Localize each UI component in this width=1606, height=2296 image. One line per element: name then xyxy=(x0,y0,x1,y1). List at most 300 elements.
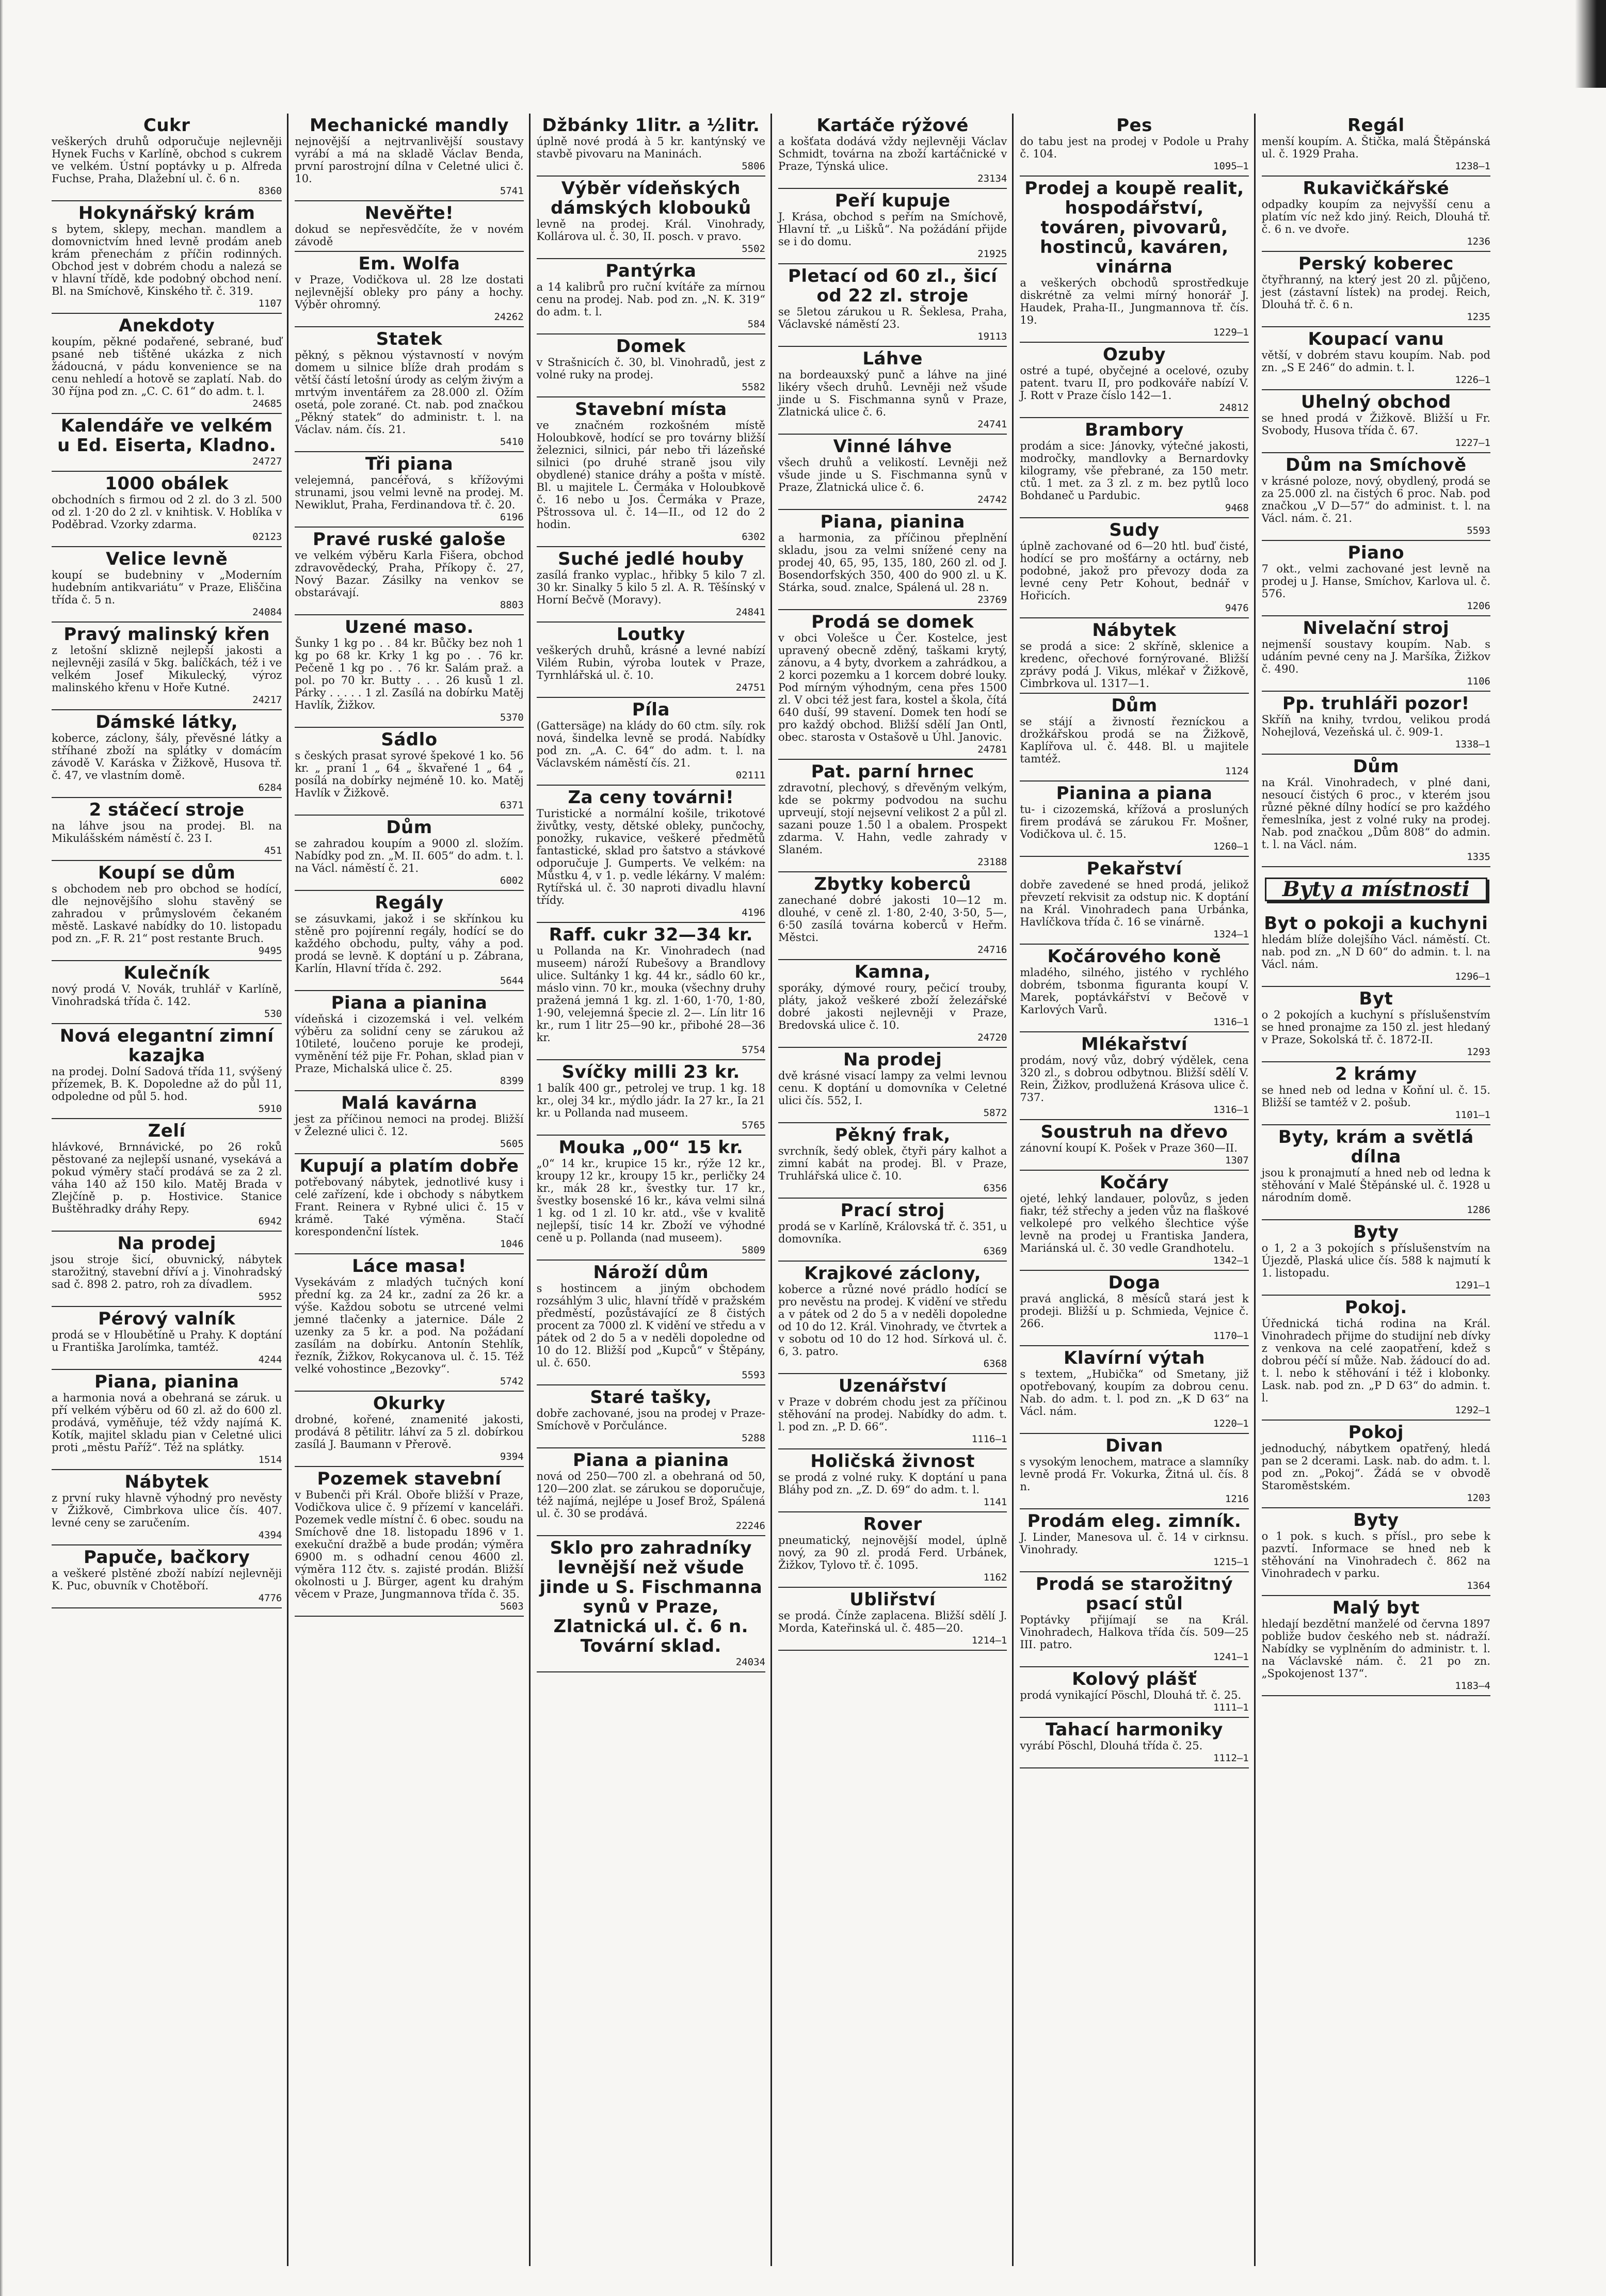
ad-heading: Láhve xyxy=(862,348,923,369)
ad-number: 5288 xyxy=(742,1432,765,1444)
ad-heading: Pes xyxy=(1116,115,1152,136)
classified-ad xyxy=(537,1448,765,1536)
ad-number: 4196 xyxy=(742,907,765,918)
ad-heading: Kulečník xyxy=(123,963,210,983)
ad-number: 5742 xyxy=(500,1376,524,1387)
classified-ad xyxy=(1020,1032,1248,1120)
ad-text: veškerých druhů, krásné a levné nabízí Vilém Rubin, výroba loutek v Praze, Tyrnhlářská ul. č. 10. xyxy=(536,644,765,681)
classified-ad xyxy=(52,414,282,472)
ad-heading: Sklo pro zahradníky levnější než všude jinde u S. Fischmanna synů v Praze, Zlatnická ul. č. 6 n. Tovární sklad. xyxy=(539,1538,763,1656)
ad-number: 23188 xyxy=(977,856,1007,868)
ad-text: nejmenší soustavy koupím. Nab. s udáním pevné ceny na J. Maršíka, Žižkov č. 490. xyxy=(1261,638,1490,675)
classified-ad xyxy=(537,114,765,177)
ad-number: 02111 xyxy=(735,770,765,781)
ad-number: 5741 xyxy=(500,185,524,197)
ad-number: 1124 xyxy=(1225,766,1249,777)
classified-ad xyxy=(1262,177,1490,252)
ad-heading: Malá kavárna xyxy=(341,1093,477,1113)
column-1 xyxy=(45,114,287,2266)
ad-text: vídeňská i cizozemská i vel. velkém výběru za solidní ceny se zárukou až 10tileté, loučeno poruje ke prodeji, vyměnění též pije Fr. Pohan, sklad pian v Praze, Michalská ulice č. 25. xyxy=(295,1013,524,1075)
classified-ad xyxy=(537,547,765,623)
ad-text: a košťata dodává vždy nejlevněji Václav Schmidt, továrna na zboží kartáčnické v Praze, Týnská ulice. xyxy=(778,135,1007,172)
classified-ad xyxy=(1262,1596,1490,1696)
ad-number: 24716 xyxy=(977,944,1007,955)
classified-ad xyxy=(52,623,282,710)
ad-text: jsou k pronajmutí a hned neb od ledna k stěhování v Malé Štěpánské ul. č. 1928 u národním domě. xyxy=(1261,1167,1490,1204)
ad-text: zdravotní, plechový, s dřevěným velkým, kde se pokrmy podvodou na suchu uprveují, stojí nejsevní velikost 2 a půl zl. sazani pouze 1.50 l a obalem. Prospekt zdarma. V. Hahn, vedle zahrady v Slaném. xyxy=(778,782,1007,856)
classified-ad xyxy=(1020,114,1248,177)
ad-text: na bordeauxský punč a láhve na jiné likéry všech druhů. Levněji než všude jinde u S. Fischmanna synů v Praze, Zlatnická ulice č. 6. xyxy=(778,369,1007,418)
ad-heading: Byty xyxy=(1353,1510,1399,1530)
ad-text: sporáky, dýmové roury, pečicí trouby, pláty, jakož veškeré zboží železářské dobré jakosti nejlevněji v Praze, Bredovská ulice č. 10. xyxy=(778,982,1007,1031)
ad-text: o 1 pok. s kuch. s přísl., pro sebe k pazvtí. Informace se hned neb k stěhování na Vinohradech č. 862 na Vinohradech v parku. xyxy=(1261,1530,1490,1580)
ad-number: 9394 xyxy=(500,1451,524,1462)
ad-number: 1214—1 xyxy=(971,1635,1007,1646)
ad-heading: Anekdoty xyxy=(119,315,215,336)
ad-heading: Pravý malinský křen xyxy=(63,624,270,645)
ad-text: odpadky koupím za nejvyšší cenu a platím víc než kdo jiný. Reich, Dlouhá tř. č. 6 n. ve dvoře. xyxy=(1261,198,1490,235)
column-6 xyxy=(1254,114,1496,2266)
ad-text: úplně nové prodá à 5 kr. kantýnský ve stavbě pivovaru na Maninách. xyxy=(536,135,765,160)
classified-ad xyxy=(1262,1125,1490,1220)
classified-ad xyxy=(778,347,1007,435)
ad-number: 1514 xyxy=(258,1454,282,1465)
ad-number: 1236 xyxy=(1467,236,1490,247)
ad-text: menší koupím. A. Štička, malá Štěpánská ul. č. 1929 Praha. xyxy=(1261,135,1490,160)
ad-number: 451 xyxy=(264,845,282,856)
classified-ad xyxy=(537,786,765,923)
ad-text: ojeté, lehký landauer, polovůz, s jeden fiakr, též střechy a jeden vůz na flaškové velkolepé pro velkého šlechtice výše levně na prodej u Frantiska Jandera, Mariánská ul. č. 30 vedle Grandhotelu. xyxy=(1020,1192,1249,1254)
ad-number: 6942 xyxy=(258,1216,282,1227)
ad-heading: Prací stroj xyxy=(840,1200,945,1221)
classified-ad xyxy=(1262,987,1490,1062)
ad-heading: Ozuby xyxy=(1103,344,1166,365)
classified-ad xyxy=(52,1307,282,1370)
ad-text: dokud se nepřesvědčíte, že v novém závodě xyxy=(295,223,524,248)
ad-heading: Píla xyxy=(632,699,670,720)
classified-ad xyxy=(295,1154,523,1254)
ad-text: pravá anglická, 8 měsíců stará jest k prodeji. Bližší u p. Schmieda, Vejnice č. 266. xyxy=(1020,1293,1249,1330)
classified-ad xyxy=(778,960,1007,1048)
classified-ad xyxy=(295,816,523,891)
classified-ad xyxy=(52,1470,282,1545)
ad-number: 1238—1 xyxy=(1455,161,1490,172)
ad-text: o 1, 2 a 3 pokojích s příslušenstvím na Újezdě, Plaská ulice čís. 588 k najmutí k 1. listopadu. xyxy=(1261,1242,1490,1279)
classified-ad xyxy=(1020,618,1248,694)
classified-ad xyxy=(1262,692,1490,755)
ad-text: nový prodá V. Novák, truhlář v Karlíně, Vinohradská třída č. 142. xyxy=(52,983,282,1008)
ad-text: jednoduchý, nábytkem opatřený, hledá pan se 2 dcerami. Lask. nab. do adm. t. l. pod zn. „Pokoj“. Žádá se v obvodě Staroměstském. xyxy=(1261,1442,1490,1492)
ad-text: koberce a různé nové prádlo hodící se pro nevěstu na prodej. K vidění ve středu a v pátek od 2 do 5 a v neděli dopoledne od 10 do 12. Král. Vinohrady, ve čtvrtek a v sobotu od 10 do 12 hod. Sírková ul. č. 6, 3. patro. xyxy=(778,1283,1007,1358)
ad-number: 5410 xyxy=(500,436,524,448)
classified-ad xyxy=(1262,1062,1490,1125)
ad-text: a veškerých obchodů sprostředkuje diskrétně za velmi mírný honorář J. Haudek, Praha-II., Jungmannova tř. čís. 19. xyxy=(1020,277,1249,326)
ad-text: Skříň na knihy, tvrdou, velikou prodá Nohejlová, Vezeňská ul. č. 909-1. xyxy=(1261,713,1490,738)
ad-heading: Výběr vídeňských dámských klobouků xyxy=(550,178,751,218)
ad-number: 6196 xyxy=(500,512,524,523)
ad-text: levně na prodej. Král. Vinohrady, Kollárova ul. č. 30, II. posch. v pravo. xyxy=(536,218,765,243)
ad-number: 5809 xyxy=(742,1245,765,1256)
ad-text: ve velkém výběru Karla Fišera, obchod zdravovědecký, Praha, Příkopy č. 27, Nový Bazar. Zásilky na venkov se obstarávají. xyxy=(295,549,524,599)
classified-ad xyxy=(1262,252,1490,327)
classified-ad xyxy=(537,1136,765,1261)
ad-heading: Holičská živnost xyxy=(810,1451,975,1472)
ad-number: 24727 xyxy=(252,456,282,467)
ad-text: u Pollanda na Kr. Vinohradech (nad museem) nároží Rubešovy a Brandlovy ulice. Sultánky 1 kg. 44 kr., sádlo 60 kr., máslo vinn. 70 kr., mouka (všechny druhy pražená jemná 1 kg. zl. 1·60, 1·70, 1·80, 1·90, velejemná špecie zl. 2—. Lín litr 16 kr., rum 1 litr 25—90 kr., přibohé 28—36 kr. xyxy=(536,945,765,1044)
classified-ad xyxy=(52,798,282,861)
classified-ad xyxy=(1020,1120,1248,1171)
ad-text: mladého, silného, jistého v rychlého dobrém, tsbonma figuranta koupí V. Marek, poptávkářství v Bečově v Karlových Varů. xyxy=(1020,966,1249,1016)
classified-ad xyxy=(1262,327,1490,390)
ad-heading: Kamna, xyxy=(854,962,931,982)
ad-heading: Hokynářský krám xyxy=(78,203,255,224)
ad-number: 6371 xyxy=(500,800,524,811)
ad-heading: Pp. truhláři pozor! xyxy=(1282,693,1470,714)
classified-ad xyxy=(1262,1220,1490,1296)
ad-heading: Papuče, bačkory xyxy=(83,1547,250,1568)
classified-ad xyxy=(1262,616,1490,692)
ad-heading: Cukr xyxy=(143,115,190,136)
ad-text: pneumatický, nejnovější model, úplně nový, za 90 zl. prodá Ferd. Urbánek, Žižkov, Tylovo tř. č. 1095. xyxy=(778,1534,1007,1571)
ad-text: větší, v dobrém stavu koupím. Nab. pod zn. „S E 246“ do admin. t. l. xyxy=(1261,349,1490,374)
ad-number: 1101—1 xyxy=(1455,1109,1490,1121)
ad-number: 1112—1 xyxy=(1213,1752,1249,1764)
classified-ad xyxy=(52,710,282,798)
ad-heading: Pěkný frak, xyxy=(834,1125,951,1145)
ad-text: Šunky 1 kg po . . 84 kr. Bůčky bez noh 1 kg po 68 kr. Krky 1 kg po . . 76 kr. Pečeně 1 kg po . . 76 kr. Salám praž. a pol. po 70 kr. Butty . . . 26 kusů 1 zl. Párky . . . . . 1 zl. Zasílá na dobírku Matěj Havlík, Žižkov. xyxy=(295,637,524,711)
classified-ad xyxy=(537,397,765,547)
classified-ad xyxy=(1020,177,1248,343)
ad-heading: Statek xyxy=(376,329,443,349)
ad-text: dobře zachované, jsou na prodej v Praze-Smíchově v Porčulánce. xyxy=(536,1407,765,1432)
classified-ad xyxy=(1020,1171,1248,1271)
ad-heading: Vinné láhve xyxy=(833,436,952,457)
ad-number: 24841 xyxy=(735,607,765,618)
ad-text: a 14 kalibrů pro ruční kvítáře za mírnou cenu na prodej. Nab. pod zn. „N. K. 319“ do adm. t. l. xyxy=(536,281,765,318)
ad-number: 24751 xyxy=(735,682,765,693)
ad-heading: Pravé ruské galoše xyxy=(312,529,506,550)
ad-number: 1364 xyxy=(1467,1580,1490,1591)
ad-number: 1335 xyxy=(1467,851,1490,863)
ad-number: 1342—1 xyxy=(1213,1255,1249,1266)
ad-number: 5593 xyxy=(742,1369,765,1381)
classified-ad xyxy=(778,1123,1007,1199)
ad-heading: Pekařství xyxy=(1086,858,1182,879)
classified-ad xyxy=(778,1512,1007,1588)
ad-heading: Piana, pianina xyxy=(94,1372,239,1392)
ad-heading: Dům xyxy=(386,817,432,838)
ad-text: se stájí a živností řezníckou a drožkářskou prodá se na Žižkově, Kaplířova ul. č. 448. Bl. u majitele tamtéž. xyxy=(1020,715,1249,765)
classified-ad xyxy=(537,1536,765,1672)
classified-ad xyxy=(1262,453,1490,541)
ad-number: 1106 xyxy=(1467,676,1490,687)
ad-number: 1307 xyxy=(1225,1155,1249,1166)
ad-number: 5370 xyxy=(500,712,524,723)
ad-heading: Brambory xyxy=(1085,420,1184,440)
ad-heading: Uzenářství xyxy=(838,1376,947,1396)
ad-text: se hned neb od ledna v Koňní ul. č. 15. Bližší se tamtéž v 2. pošub. xyxy=(1261,1084,1490,1109)
ad-number: 4394 xyxy=(258,1529,282,1541)
ad-number: 23134 xyxy=(977,173,1007,184)
ad-number: 5910 xyxy=(258,1103,282,1114)
ad-heading: Byt xyxy=(1359,988,1393,1009)
ad-heading: Na prodej xyxy=(117,1233,216,1254)
ad-text: jsou stroje šicí, obuvnický, nábytek starožitný, stavební dříví a j. Vinohradský sad č. 898 2. patro, roh za dívadlem. xyxy=(52,1253,282,1290)
ad-number: 6369 xyxy=(983,1246,1007,1257)
ad-text: obchodních s firmou od 2 zl. do 3 zl. 500 od zl. 1·20 do 2 zl. v knihtisk. V. Hoblíka v Poděbrad. Vzorky zdarma. xyxy=(52,493,282,531)
ad-heading: Láce masa! xyxy=(352,1256,467,1277)
ad-text: ostré a tupé, obyčejné a ocelové, ozuby patent. tvaru II, pro podkováře nabízí V. J. Rott v Praze číslo 142—1. xyxy=(1020,364,1249,402)
classified-ad xyxy=(537,698,765,786)
classified-ad xyxy=(778,189,1007,264)
ad-heading: Uhelný obchod xyxy=(1300,392,1451,412)
ad-heading: Nivelační stroj xyxy=(1303,618,1450,639)
ad-number: 584 xyxy=(747,318,765,330)
ad-heading: Perský koberec xyxy=(1298,253,1454,274)
ad-heading: Pat. parní hrnec xyxy=(811,761,974,782)
classified-ad xyxy=(52,201,282,314)
classified-ad xyxy=(52,1232,282,1307)
ad-text: dvě krásné visací lampy za velmi levnou cenu. K doptání u domovníka v Celetné ulici čís. 552, I. xyxy=(778,1070,1007,1107)
ad-heading: Klavírní výtah xyxy=(1064,1348,1205,1368)
column-4 xyxy=(770,114,1012,2266)
ad-heading: Malý byt xyxy=(1332,1598,1420,1618)
ad-number: 530 xyxy=(264,1008,282,1019)
ad-heading: Regály xyxy=(375,892,444,913)
ad-text: se prodá z volné ruky. K doptání u pana Bláhy pod zn. „Z. D. 69“ do adm. t. l. xyxy=(778,1471,1007,1496)
classified-ad xyxy=(1020,518,1248,618)
classified-ad xyxy=(52,1024,282,1119)
ad-number: 24685 xyxy=(252,398,282,409)
classified-ad xyxy=(1262,912,1490,987)
ad-text: prodá se v Karlíně, Královská tř. č. 351, u domovníka. xyxy=(778,1220,1007,1245)
classified-ad xyxy=(778,1199,1007,1262)
classified-ad xyxy=(537,623,765,698)
ad-number: 5593 xyxy=(1467,525,1490,536)
classified-ad xyxy=(52,1545,282,1608)
ad-text: se hned prodá v Žižkově. Bližší u Fr. Svobody, Husova třída č. 67. xyxy=(1261,412,1490,437)
classified-ad xyxy=(52,314,282,414)
ad-text: jest za příčinou nemoci na prodej. Bližší v Železné ulici č. 12. xyxy=(295,1113,524,1138)
ad-number: 1316—1 xyxy=(1213,1016,1249,1028)
ad-number: 5644 xyxy=(500,975,524,986)
ad-text: se prodá. Čínže zaplacena. Bližší sdělí J. Morda, Kateřinská ul. č. 485—20. xyxy=(778,1609,1007,1634)
classified-ad xyxy=(295,452,523,528)
classified-ad xyxy=(1262,755,1490,867)
ad-text: se prodá a sice: 2 skříně, sklenice a kredenc, ořechové fornýrované. Bližší zprávy podá J. Vikus, mlékař v Žižkově, Cimbrkova ul. 1317—1. xyxy=(1020,640,1249,690)
classified-ad xyxy=(537,259,765,334)
ad-text: nejnovější a nejtrvanlivější soustavy vyrábí a má na skladě Václav Benda, první parostrojní dílna v Celetné ulici č. 10. xyxy=(295,135,524,185)
ad-text: se zásuvkami, jakož i se skřínkou ku stěně pro pojírenní regály, hodící se do každého obchodu, pulty, váhy a pod. prodá se levně. K doptání u p. Zábrana, Karlín, Hlavní třída č. 292. xyxy=(295,913,524,975)
ad-heading: Nevěřte! xyxy=(364,203,454,224)
ad-heading: Piana a pianina xyxy=(572,1450,729,1471)
ad-text: nová od 250—700 zl. a obehraná od 50, 120—200 zlat. se zárukou se doporučuje, též najímá, nejlépe u Josef Brož, Spálená ul. č. 30 se prodává. xyxy=(536,1470,765,1520)
ad-heading: Kočáry xyxy=(1099,1172,1169,1193)
ad-number: 1216 xyxy=(1225,1493,1249,1505)
ad-text: veškerých druhů odporučuje nejlevněji Hynek Fuchs v Karlíně, obchod s cukrem ve velkém. Ústní poptávky u p. Alfreda Fuchse, Praha, Dlažební ul. č. 6 n. xyxy=(52,135,282,185)
ad-heading: Doga xyxy=(1108,1272,1161,1293)
ad-heading: Nábytek xyxy=(1092,620,1177,641)
ad-number: 1046 xyxy=(500,1238,524,1250)
ad-heading: Piano xyxy=(1347,543,1405,563)
classified-ad xyxy=(1020,1718,1248,1768)
ad-heading: Suché jedlé houby xyxy=(558,549,744,569)
ad-number: 21925 xyxy=(977,248,1007,260)
ad-text: 1 balík 400 gr., petrolej ve trup. 1 kg. 18 kr., olej 34 kr., mýdlo jádr. Ia 27 kr., Ia 21 kr. u Pollanda nad museem. xyxy=(536,1082,765,1119)
ad-heading: Kupují a platím dobře xyxy=(299,1156,519,1176)
ad-heading: Loutky xyxy=(616,624,685,645)
ad-number: 1162 xyxy=(983,1572,1007,1583)
classified-ad xyxy=(1020,1271,1248,1346)
ad-heading: Mechanické mandly xyxy=(309,115,509,136)
ad-text: prodám, nový vůz, dobrý výdělek, cena 320 zl., s dobrou odbytnou. Bližší sdělí V. Rein, Žižkov, prodlužená Krásova ulice č. 737. xyxy=(1020,1054,1249,1104)
ad-number: 1286 xyxy=(1467,1204,1490,1216)
ad-number: 1316—1 xyxy=(1213,1104,1249,1115)
classified-ad xyxy=(778,1048,1007,1123)
classified-ad xyxy=(1020,1346,1248,1434)
ad-heading: Velice levně xyxy=(106,549,228,569)
column-3 xyxy=(529,114,770,2266)
ad-heading: Prodej a koupě realit, hospodářství, továren, pivovarů, hostinců, kaváren, vinárna xyxy=(1024,178,1244,277)
classified-ad xyxy=(778,760,1007,872)
ad-text: Poptávky přijímají se na Král. Vinohradech, Halkova třída čís. 509—25 III. patro. xyxy=(1020,1614,1249,1651)
ad-heading: 1000 obálek xyxy=(105,473,229,494)
ad-text: s hostincem a jiným obchodem rozsáhlým 3 ulic, hlavní třídě v pražském předměstí, pozůstávající ze 8 čistých procent za 7000 zl. K vidění ve středu a v pátek od 2 do 5 a v neděli dopoledne od 10 do 12. Bližší pod „Kupců“ v Štěpány, ul. č. 650. xyxy=(536,1282,765,1369)
classified-ad xyxy=(1262,1508,1490,1596)
ad-number: 1291—1 xyxy=(1455,1280,1490,1291)
ad-heading: Pokoj xyxy=(1348,1422,1404,1443)
ad-text: hledám blíže dolejšího Václ. náměstí. Ct. nab. pod zn. „N D 60“ do admin. t. l. na Václ. nám. xyxy=(1261,933,1490,970)
ad-heading: Nová elegantní zimní kazajka xyxy=(59,1026,274,1066)
ad-number: 24034 xyxy=(735,1656,765,1668)
classified-ad xyxy=(295,1392,523,1467)
ad-number: 6368 xyxy=(983,1358,1007,1369)
ad-heading: Pokoj. xyxy=(1344,1297,1407,1318)
ad-number: 6002 xyxy=(500,875,524,886)
ad-heading: Nároží dům xyxy=(593,1262,709,1283)
ad-heading: Za ceny továrni! xyxy=(568,787,734,808)
ad-number: 4776 xyxy=(258,1592,282,1604)
ad-text: svrchník, šedý oblek, čtyři páry kalhot a zimní kabát na prodej. Bl. v Praze, Truhlářská ulice č. 10. xyxy=(778,1145,1007,1182)
ad-text: Turistické a normální košile, trikotové živůtky, vesty, dětské obleky, punčochy, ponožky, rukavice, veškeré předmětů fantastické, sklad pro šatstvo a stávkové odporučuje J. Gumperts. Ve velkém: na Můstku 4, v 1. p. vedle lékárny. V malém: Rytířská ul. č. 30 naproti divadlu hlavní třídy. xyxy=(536,807,765,906)
classified-ad xyxy=(1020,857,1248,945)
ad-number: 1235 xyxy=(1467,311,1490,323)
ad-text: hlávkové, Brnnávické, po 26 roků pěstované za nejlepší usnané, vysekává a pokud výměry stačí prodává se za 2 zl. váha 140 až 150 kilo. Matěj Brada v Zlejčíně p. p. Hostivice. Stanice Buštěhradky dráhy Repy. xyxy=(52,1141,282,1215)
ad-number: 1170—1 xyxy=(1213,1330,1249,1342)
ad-heading: Kolový plášť xyxy=(1072,1669,1197,1689)
ad-number: 24742 xyxy=(977,494,1007,505)
ad-heading: Pianina a piana xyxy=(1056,783,1213,804)
ad-heading: 2 stáčecí stroje xyxy=(89,800,245,820)
ad-text: ve značném rozkošném místě Holoubkově, hodící se pro továrny bližší železnici, silnici, pár nebo tři lázeňské silnici (po druhé straně jsou vily obydlené) stanice dráhy a pošta v místě. Bl. u majitele L. Čermáka v Holoubkově č. 16 nebo u Jos. Čermáka v Praze, Pštrossova ul. č. 14—II., od 12 do 2 hodin. xyxy=(536,419,765,531)
ad-text: „0“ 14 kr., krupice 15 kr., rýže 12 kr., kroupy 12 kr., kroupy 15 kr., perličky 24 kr., mák 28 kr., švestky tur. 17 kr., švestky bosenské 16 kr., káva velmi silná 1 kg. od 1 zl. 10 kr. atd., vše v kvalitě nejlepší, tisíc 14 kr. Zboží ve výhodné ceně u p. Pollanda (nad museem). xyxy=(536,1157,765,1244)
ad-heading: Em. Wolfa xyxy=(358,253,460,274)
ad-text: 7 okt., velmi zachované jest levně na prodej u J. Hanse, Smíchov, Karlova ul. č. 576. xyxy=(1261,563,1490,600)
ad-text: na Král. Vinohradech, v plné dani, nesoucí čistých 6 proc., v kterém jsou různé pěkné dílny hodící se pro každého řemeslníka, jest z volné ruky na prodej. Nab. pod značkou „Dům 808“ do admin. t. l. na Václ. nám. xyxy=(1261,776,1490,851)
ad-number: 6284 xyxy=(258,782,282,793)
ad-number: 5582 xyxy=(742,381,765,393)
ad-heading: Byty, krám a světlá dílna xyxy=(1278,1127,1474,1167)
ad-text: do tabu jest na prodej v Podole u Prahy č. 104. xyxy=(1020,135,1249,160)
ad-heading: Rukavičkářské xyxy=(1303,178,1450,199)
ad-number: 5765 xyxy=(742,1120,765,1131)
classified-ad xyxy=(295,114,523,201)
ad-heading: Uzené maso. xyxy=(345,617,474,637)
classified-ad xyxy=(1020,1509,1248,1572)
ad-heading: Na prodej xyxy=(843,1049,942,1070)
ad-heading: Mouka „00“ 15 kr. xyxy=(558,1137,744,1158)
ad-number: 5754 xyxy=(742,1044,765,1056)
classified-ad xyxy=(1262,1421,1490,1508)
ad-heading: Zbytky koberců xyxy=(814,874,971,895)
ad-text: na prodej. Dolní Sadová třída 11, svýšený přízemek, B. K. Dopoledne až do půl 11, odpoledne od půl 5. hod. xyxy=(52,1065,282,1103)
ad-heading: Dům xyxy=(1111,695,1158,716)
ad-text: všech druhů a velikostí. Levněji než všude jinde u S. Fischmanna synů v Praze, Zlatnická ulice č. 6. xyxy=(778,456,1007,493)
ad-heading: Dům xyxy=(1353,756,1399,777)
ad-heading: Prodá se starožitný psací stůl xyxy=(1035,1574,1233,1614)
ad-text: Úřednická tichá rodina na Král. Vinohradech přijme do studijní neb dívky z venkova na celé zaopatření, kdež s dobrou péčí sí může. Nab. žádoucí do ad. t. l. nebo k stěhování i též i klobonky. Lask. nab. pod zn. „P D 63“ do admin. t. l. xyxy=(1261,1317,1490,1404)
ad-heading: Piana, pianina xyxy=(820,512,965,532)
classified-ad xyxy=(295,201,523,252)
ad-heading: Svíčky milli 23 kr. xyxy=(561,1062,740,1082)
ad-number: 1229—1 xyxy=(1213,327,1249,338)
ad-number: 24262 xyxy=(494,311,524,323)
ad-number: 5806 xyxy=(742,161,765,172)
ad-number: 6356 xyxy=(983,1183,1007,1194)
classified-ad xyxy=(537,923,765,1060)
ad-heading: Divan xyxy=(1105,1436,1163,1456)
ad-heading: Stavební místa xyxy=(575,399,727,420)
ad-heading: Staré tašky, xyxy=(590,1387,712,1408)
ad-number: 24741 xyxy=(977,419,1007,430)
ad-text: s obchodem neb pro obchod se hodící, dle nejnovějšího slohu stavěný se zahradou v průmyslovém čekaném městě. Laskavé nabídky do 10. listopadu pod zn. „F. R. 21“ post restante Bruch. xyxy=(52,883,282,945)
ad-heading: Krajkové záclony, xyxy=(804,1263,982,1284)
ad-number: 8360 xyxy=(258,185,282,197)
classified-ad xyxy=(778,435,1007,510)
scan-edge-shadow xyxy=(1575,0,1606,88)
ad-text: J. Linder, Manesova ul. č. 14 v cirknsu. Vinohrady. xyxy=(1020,1531,1249,1556)
classified-ad xyxy=(52,1370,282,1470)
classified-ad xyxy=(52,472,282,547)
ad-heading: Kalendáře ve velkém u Ed. Eiserta, Kladno. xyxy=(57,416,277,456)
ad-number: 19113 xyxy=(977,331,1007,342)
ad-heading: Pletací od 60 zl., šicí od 22 zl. stroje xyxy=(788,266,998,306)
classified-ad xyxy=(537,1060,765,1136)
ad-text: koberce, záclony, šály, převěsné látky a stříhané zboží na splátky v domácím závodě V. Karáska v Žižkově, Husova tř. č. 47, ve vlastním domě. xyxy=(52,732,282,782)
ad-text: koupí se budebniny v „Moderním hudebním antikvariátu“ v Praze, Eliščina třída č. 5 n. xyxy=(52,569,282,606)
ad-text: na láhve jsou na prodej. Bl. na Mikulášském náměstí č. 23 I. xyxy=(52,820,282,844)
ad-text: velejemná, pancéřová, s křížovými strunami, jsou velmi levně na prodej. M. Newiklut, Praha, Ferdinandova tř. č. 20. xyxy=(295,474,524,511)
ad-heading: Regál xyxy=(1347,115,1405,136)
ad-number: 1111—1 xyxy=(1213,1702,1249,1713)
ad-heading: Prodám eleg. zimník. xyxy=(1027,1511,1242,1532)
ad-heading: Kočárového koně xyxy=(1047,946,1222,967)
section-heading: Byty a místnosti xyxy=(1265,878,1487,901)
ad-text: s bytem, sklepy, mechan. mandlem a domovnictvím hned levně prodám aneb krám přenechám z příčin rodinných. Obchod jest v dobrém chodu a nalezá se v hlavní třídě, kde podobný obchod není. Bl. na Smíchově, Kinského tř. č. 319. xyxy=(52,223,282,297)
classified-ad xyxy=(1262,1296,1490,1421)
ad-heading: Soustruh na dřevo xyxy=(1040,1122,1228,1142)
classified-ad xyxy=(537,1385,765,1448)
classified-ad xyxy=(295,891,523,991)
ad-number: 24217 xyxy=(252,694,282,706)
ad-heading: Zelí xyxy=(148,1121,186,1141)
ad-heading: Pozemek stavební xyxy=(317,1469,502,1489)
ad-text: z první ruky hlavně výhodný pro nevěsty v Žižkově, Cimbrkova ulice čís. 407. levné ceny se zaručením. xyxy=(52,1492,282,1529)
ad-text: se 5letou zárukou u R. Šeklesa, Praha, Václavské náměstí 23. xyxy=(778,306,1007,330)
classified-ad xyxy=(778,510,1007,610)
classified-ad xyxy=(1262,390,1490,453)
ad-text: dobře zavedené se hned prodá, jelikož převzetí rekvisit za odstup nic. K doptání na Král. Vinohradech pana Urbánka, Havlíčkova třída č. 16 se vinárně. xyxy=(1020,879,1249,928)
